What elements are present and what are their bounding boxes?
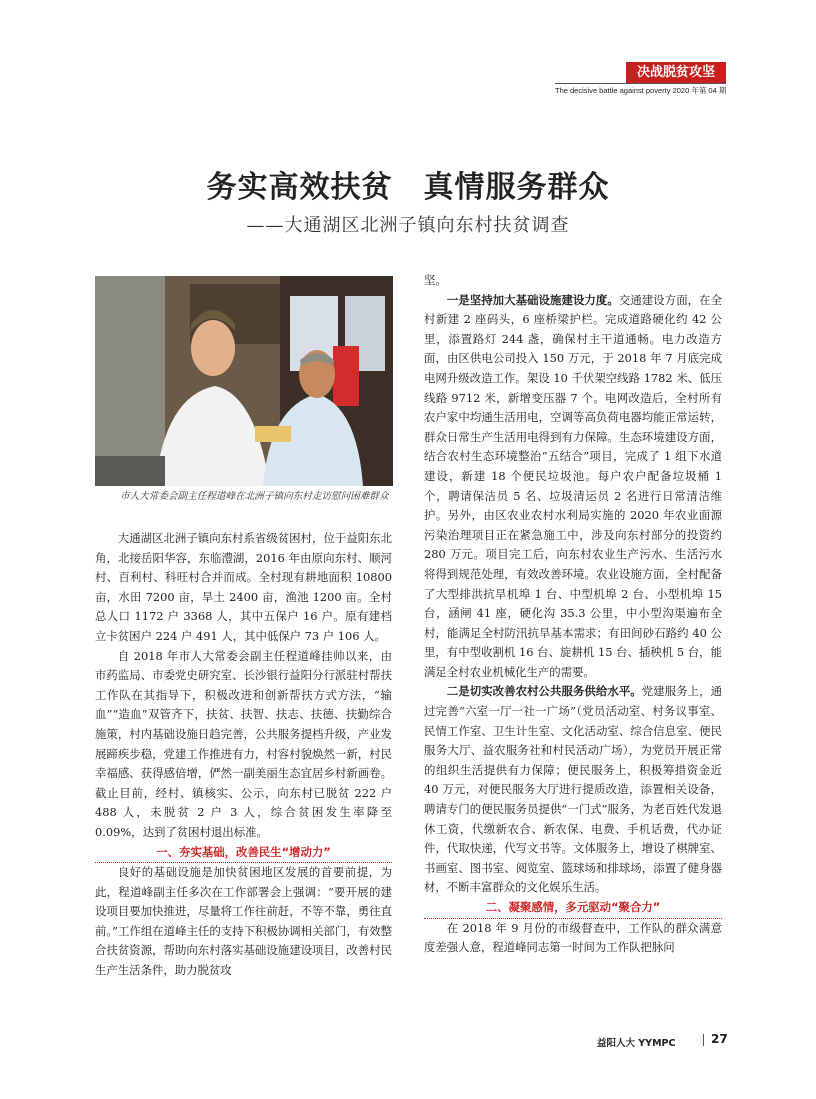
footer-divider [703, 1034, 704, 1046]
article-subtitle: ——大通湖区北洲子镇向东村扶贫调查 [246, 215, 570, 236]
page-number: 27 [711, 1032, 728, 1046]
issue-line: The decisive battle against poverty 2020 年第 04 期 [555, 83, 726, 96]
paragraph-body: 党建服务上，通过完善“六室一厅一社一广场”（党员活动室、村务议事室、民情工作室、卫生计生室、文化活动室、综合信息室、便民服务大厅、益农服务社和村民活动广场），为党员开展正常的组织生活提供有力保障；便民服务上，积极筹措资金近 40 万元，对便民服务大厅进行提质改造，添置相关设备，聘请专门的便民服务员提供“一门式”服务，为老百姓代发退休工资，代缴新农合、新农保、电费、手机话费，代办证件，代取快递，代写文书等。文体服务上，增设了棋牌室、书画室、图书室、阅览室、篮球场和排球场，添置了健身器材，不断丰富群众的文化娱乐生活。 [424, 684, 722, 895]
page-footer [597, 1032, 727, 1050]
article-title: 务实高效扶贫 真情服务群众 [206, 170, 610, 205]
section-heading: 一、夯实基础，改善民生“增动力” [95, 843, 392, 864]
paragraph [424, 291, 722, 683]
paragraph-lead: 二是切实改善农村公共服务供给水平。 [446, 684, 642, 699]
paragraph-body: 交通建设方面，在全村新建 2 座码头，6 座桥梁护栏。完成道路硬化约 42 公里，添置路灯 244 盏，确保村主干道通畅。电力改造方面，由区供电公司投入 150 万元，于 2018 年 7 月底完成电网升级改造工作。架设 10 千伏架空线路 1782 米、低压线路 9712 米，新增变压器 7 个。电网改造后，全村所有农户家中均通生活用电，空调等高负荷电器均能正常运转，群众日常生产生活用电得到有力保障。生态环境建设方面，结合农村生态环境整治“五结合”项目，完成了 1 组下水道建设，新建 18 个便民垃圾池。每户农户配备垃圾桶 1 个，聘请保洁员 5 名、垃圾清运员 2 名进行日常清洁维护。另外，由区农业农村水利局实施的 2020 年农业面源污染治理项目正在紧急施工中，涉及向东村部分的投资约 280 万元。项目完工后，向东村农业生产污水、生活污水将得到规范处理，有效改善环境。农业设施方面，全村配备了大型排洪抗旱机埠 1 台、中型机埠 2 台、小型机埠 15 台，涵闸 41 座，硬化沟 35.3 公里，中小型沟渠遍布全村，能满足全村防汛抗旱基本需求；有田间砂石路约 40 公里，有中型收割机 16 台、旋耕机 15 台、插秧机 5 台，能满足全村农业机械化生产的需要。 [424, 292, 722, 679]
paragraph [424, 682, 722, 898]
paragraph-continuation: 坚。 [424, 273, 447, 287]
left-column [95, 529, 392, 981]
article-photo [95, 276, 393, 486]
paragraph: 自 2018 年市人大常委会副主任程道峰挂帅以来，由市药监局、市委党史研究室、长沙银行益阳分行派驻村帮扶工作队在其指导下，积极改进和创新帮扶方式方法，“输血”“造血”双管齐下，扶贫、扶智、扶志、扶德、扶勤综合施策，村内基础设施日趋完善，公共服务提档升级，产业发展蹄疾步稳，党建工作推进有力，村容村貌焕然一新，村民幸福感、获得感倍增，俨然一副美丽生态宜居乡村新画卷。截止目前，经村、镇核实、公示，向东村已脱贫 222 户 488 人，未脱贫 2 户 3 人，综合贫困发生率降至 0.09%，达到了贫困村退出标准。 [95, 648, 392, 839]
magazine-name: 益阳人大 YYMPC [597, 1038, 676, 1049]
paragraph: 在 2018 年 9 月份的市级督查中，工作队的群众满意度差强人意，程道峰同志第一时间为工作队把脉问 [424, 920, 722, 955]
right-column [424, 271, 722, 958]
paragraph-lead: 一是坚持加大基础设施建设力度。 [446, 292, 619, 307]
paragraph: 大通湖区北洲子镇向东村系省级贫困村，位于益阳东北角，北接岳阳华容，东临澧湖，2016 年由原向东村、顺河村、百利村、科旺村合并而成。全村现有耕地面积 10800 亩，水田 7200 亩，旱土 2400 亩，渔池 1200 亩。全村总人口 1172 户 3368 人，其中五保户 16 户。原有建档立卡贫困户 224 户 491 人，其中低保户 73 户 106 人。 [95, 531, 392, 643]
paragraph: 良好的基础设施是加快贫困地区发展的首要前提，为此，程道峰副主任多次在工作部署会上强调：“要开展的建设项目要加快推进，尽量将工作往前赶，不等不靠，勇往直前。”工作组在道峰主任的支持下积极协调相关部门，有效整合扶贫资源，帮助向东村落实基础设施建设项目，改善村民生产生活条件，助力脱贫攻 [95, 865, 392, 978]
photo-caption: 市人大常委会副主任程道峰在北洲子镇向东村走访慰问困难群众 [120, 491, 389, 502]
section-heading: 二、凝聚感情，多元驱动“聚合力” [424, 898, 722, 919]
section-tag: 决战脱贫攻坚 [626, 62, 726, 83]
